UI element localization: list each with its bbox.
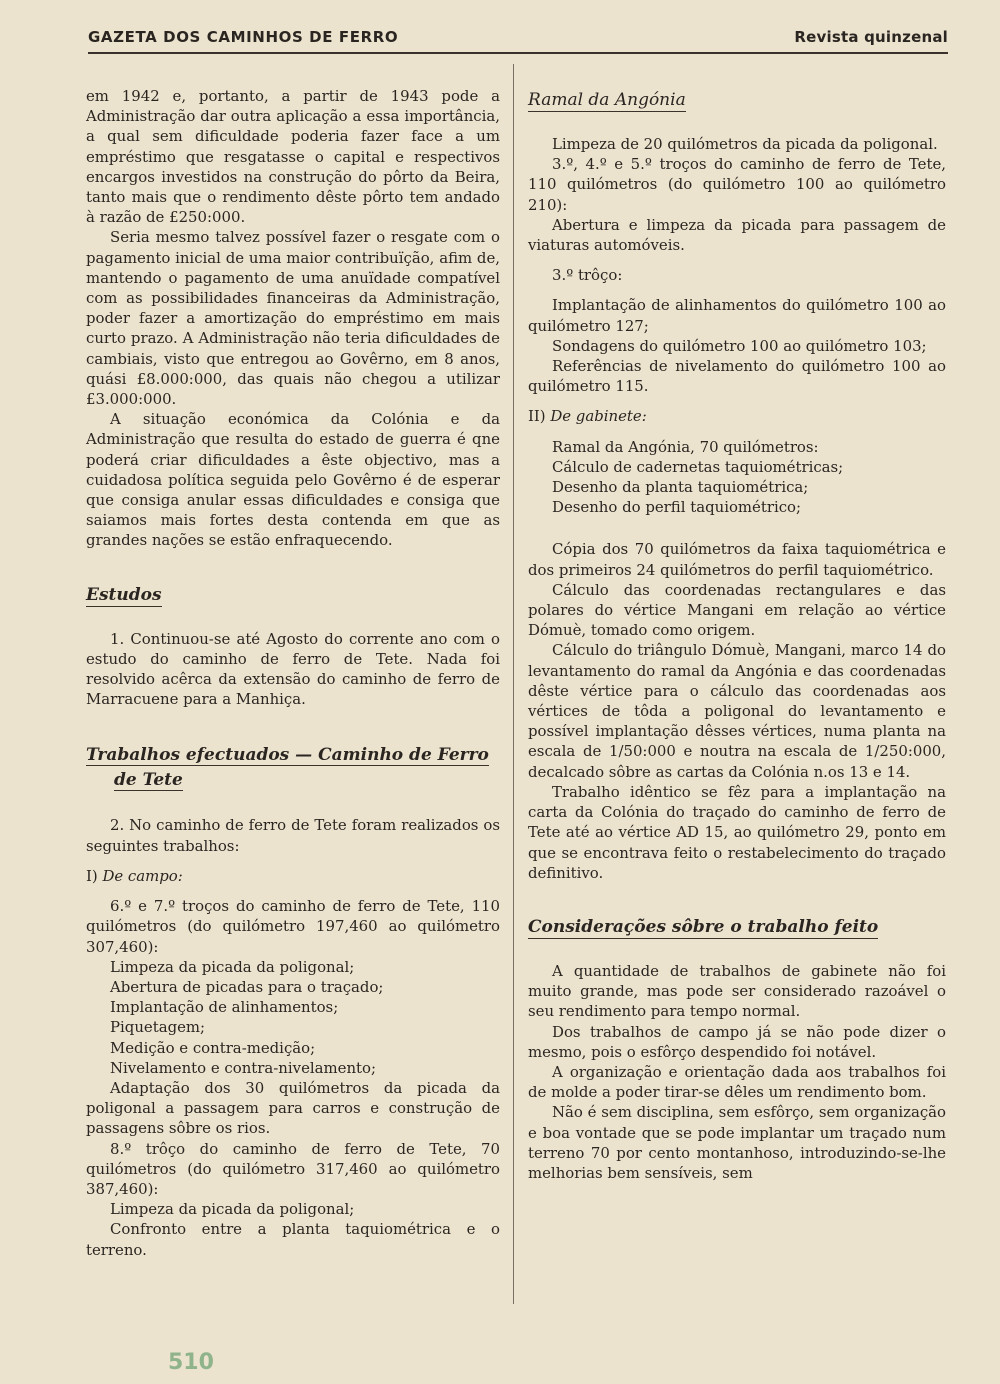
paragraph: 3.º trôço: (552, 266, 623, 285)
paragraph: em 1942 e, portanto, a partir de 1943 pode a Administração dar outra aplicação a essa importância, a qual sem dificuldade poderia fazer face a um empréstimo que resgatasse o capital e respectivos encargos investidos na construção do pôrto da Beira, tanto mais que o rendimento dêste pôrto tem andado à razão de £250:000. (86, 87, 500, 227)
list-item: Desenho do perfil taquiométrico; (552, 498, 802, 517)
right-column (528, 90, 946, 1183)
paragraph: A quantidade de trabalhos de gabinete não foi muito grande, mas pode ser considerado razoável o seu rendimento para tempo normal. (528, 961, 946, 1021)
paragraph: Referências de nivelamento do quilómetro 100 ao quilómetro 115. (528, 357, 946, 396)
list-item: Implantação de alinhamentos; (110, 998, 339, 1017)
paragraph: Trabalho idêntico se fêz para a implantação na carta da Colónia do traçado do caminho de ferro de Tete até ao vértice AD 15, ao quilómetro 29, ponto em que se encontrava feito o restabelecimento do traçado definitivo. (528, 782, 946, 882)
left-column (86, 86, 500, 1260)
paragraph: Cálculo das coordenadas rectangulares e das polares do vértice Mangani em relação ao vértice Dómuè, tomado como origem. (528, 580, 946, 640)
paragraph: 3.º, 4.º e 5.º troços do caminho de ferro de Tete, 110 quilómetros (do quilómetro 100 ao quilómetro 210): (528, 155, 946, 214)
paragraph: Cálculo do triângulo Dómuè, Mangani, marco 14 do levantamento do ramal da Angónia e das coordenadas dêste vértice para o cálculo das coordenadas aos vértices de tôda a poligonal do levantamento e possível implantação dêsses vértices, numa planta na escala de 1/50:000 e noutra na escala de 1/250:000, decalcado sôbre as cartas da Colónia n.os 13 e 14. (528, 641, 946, 781)
section-heading-trabalhos (86, 743, 500, 793)
section-title: Estudos (86, 584, 162, 605)
paragraph: Adaptação dos 30 quilómetros da picada da poligonal a passagem para carros e construção de passagens sôbre os rios. (86, 1078, 500, 1138)
running-header (88, 26, 948, 54)
list-item: Cálculo de cadernetas taquiométricas; (552, 457, 844, 476)
subheading-gabinete (528, 406, 946, 426)
section-title-line-1: Trabalhos efectuados — Caminho de Ferro (86, 745, 489, 766)
page-number: 510 (168, 1350, 214, 1375)
subheading-label: II) (528, 407, 546, 426)
list-item: Abertura de picadas para o traçado; (110, 977, 384, 996)
paragraph: A situação económica da Colónia e da Administração que resulta do estado de guerra é qne poderá criar dificuldades a êste objectivo, mas a cuidadosa política seguida pelo Govêrno é de esperar que consiga anular essas dificuldades e consiga que saiamos mais fortes desta contenda em que as grandes nações se estão enfraquecendo. (86, 410, 500, 550)
paragraph: Não é sem disciplina, sem esfôrço, sem organização e boa vontade que se pode implantar um traçado num terreno 70 por cento montanhoso, introduzindo-se-lhe melhorias bem sensíveis, sem (528, 1103, 946, 1182)
list-item: Ramal da Angónia, 70 quilómetros: (552, 437, 819, 456)
paragraph: Implantação de alinhamentos do quilómetro 100 ao quilómetro 127; (528, 296, 946, 335)
section-title: Considerações sôbre o trabalho feito (528, 916, 879, 937)
section-heading-estudos (86, 585, 500, 607)
paragraph: 8.º trôço do caminho de ferro de Tete, 70 quilómetros (do quilómetro 317,460 ao quilómetro 387,460): (86, 1139, 500, 1198)
section-heading-consideracoes (528, 917, 946, 939)
paragraph: Dos trabalhos de campo já se não pode dizer o mesmo, pois o esfôrço despendido foi notável. (528, 1022, 946, 1061)
subheading-title: De campo: (102, 866, 183, 885)
paragraph: Sondagens do quilómetro 100 ao quilómetro 103; (552, 336, 927, 355)
paragraph: Abertura e limpeza da picada para passagem de viaturas automóveis. (528, 215, 946, 255)
list-item: Medição e contra-medição; (110, 1038, 316, 1057)
subheading-title: De gabinete: (550, 407, 647, 426)
list-item: Confronto entre a planta taquiométrica e o terreno. (86, 1220, 500, 1259)
paragraph: A organização e orientação dada aos trabalhos foi de molde a poder tirar-se dêles um rendimento bom. (528, 1062, 946, 1102)
list-item: Piquetagem; (110, 1018, 206, 1037)
section-title-line-2: de Tete (114, 770, 183, 791)
paragraph: 6.º e 7.º troços do caminho de ferro de Tete, 110 quilómetros (do quilómetro 197,460 ao quilómetro 307,460): (86, 897, 500, 956)
column-divider (513, 64, 514, 1304)
subheading-campo (86, 866, 500, 886)
paragraph: Seria mesmo talvez possível fazer o resgate com o pagamento inicial de uma maior contribuïção, afim de, mantendo o pagamento de uma anuïdade compatível com as possibilidades financeiras da Administração, poder fazer a amortização do empréstimo em mais curto prazo. A Administração não teria dificuldades de cambiais, visto que entregou ao Govêrno, em 8 anos, quási £8.000:000, das quais não chegou a utilizar £3.000:000. (86, 228, 500, 409)
subheading-label: I) (86, 866, 98, 885)
list-item: Nivelamento e contra-nivelamento; (110, 1058, 377, 1077)
journal-title: GAZETA DOS CAMINHOS DE FERRO (88, 28, 399, 46)
list-item: Limpeza da picada da poligonal; (110, 1200, 355, 1219)
section-heading-ramal (528, 90, 946, 112)
section-title: Ramal da Angónia (528, 90, 686, 110)
list-item: Desenho da planta taquiométrica; (552, 478, 809, 497)
list-item: Limpeza da picada da poligonal; (110, 957, 355, 976)
paragraph: Cópia dos 70 quilómetros da faixa taquiométrica e dos primeiros 24 quilómetros do perfil taquiométrico. (528, 540, 946, 579)
paragraph: 1. Continuou-se até Agosto do corrente ano com o estudo do caminho de ferro de Tete. Nada foi resolvido acêrca da extensão do caminho de ferro de Marracuene para a Manhiça. (86, 629, 500, 709)
paragraph: Limpeza de 20 quilómetros da picada da poligonal. (552, 135, 938, 153)
paragraph: 2. No caminho de ferro de Tete foram realizados os seguintes trabalhos: (86, 816, 500, 855)
journal-subtitle: Revista quinzenal (794, 28, 948, 46)
